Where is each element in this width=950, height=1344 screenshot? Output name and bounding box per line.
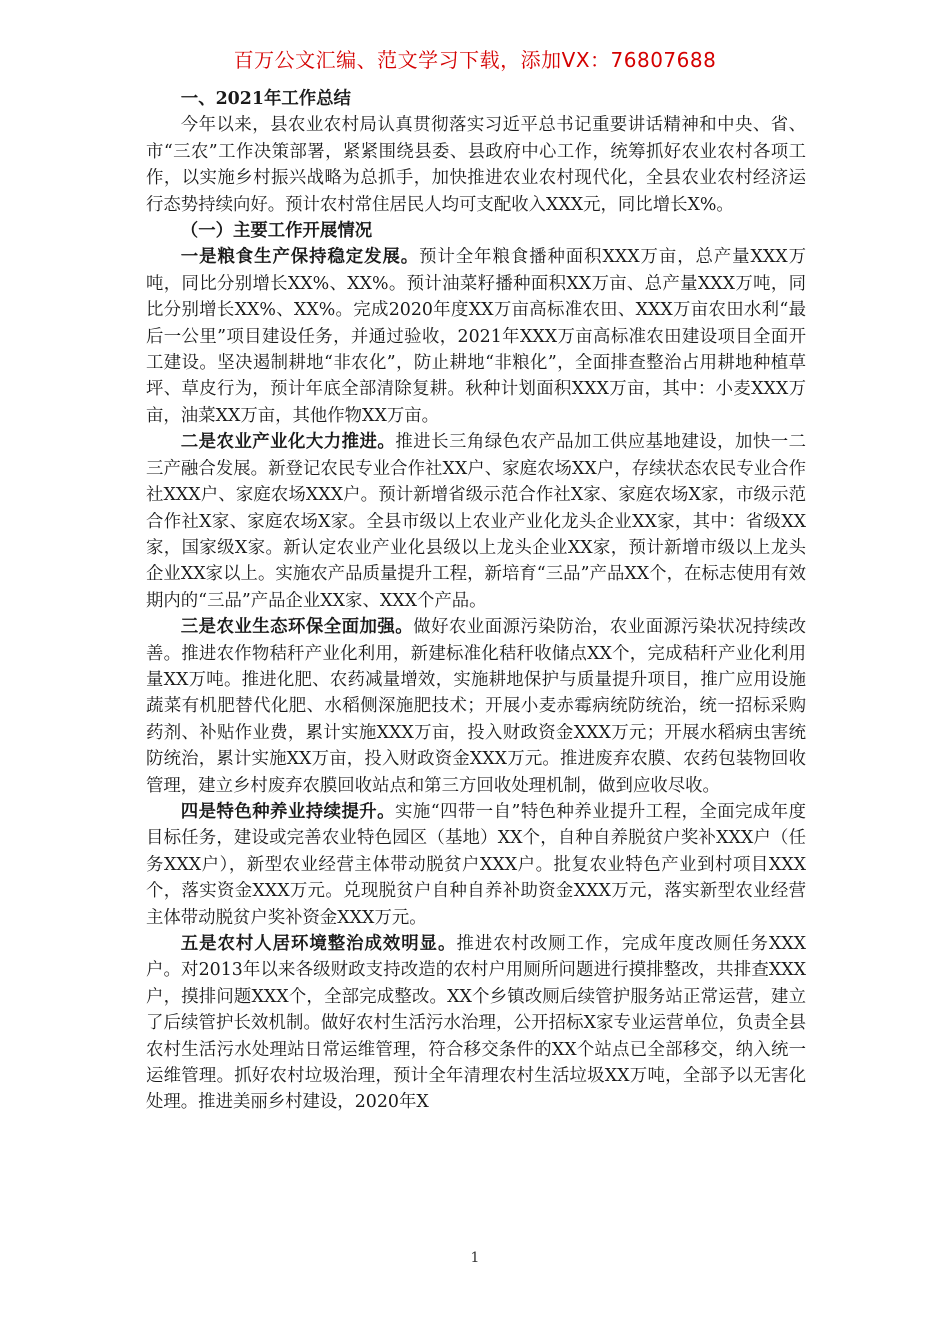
paragraph-text: 推进农村改厕工作，完成年度改厕任务XXX户。对2013年以来各级财政支持改造的农村户用厕所问题进行摸排整改，共排查XXX户，摸排问题XXX个，全部完成整改。XX个乡镇改厕后续管护服务站正常运营，建立了后续管护长效机制。做好农村生活污水治理，公开招标X家专业运营单位，负责全县农村生活污水处理站日常运维管理，符合移交条件的XX个站点已全部移交，纳入统一运维管理。抓好农村垃圾治理，预计全年清理农村生活垃圾XX万吨，全部予以无害化处理。推进美丽乡村建设，2020年X [146, 934, 806, 1113]
paragraph-industrialization [146, 429, 806, 614]
promo-banner: 百万公文汇编、范文学习下载，添加VX：76807688 [233, 48, 717, 72]
paragraph-title: 三是农业生态环保全面加强。 [180, 617, 414, 638]
paragraph-title: 四是特色种养业持续提升。 [180, 801, 396, 822]
paragraph-ecology [146, 614, 806, 799]
subsection-heading: （一）主要工作开展情况 [180, 221, 373, 242]
paragraph-text: 预计全年粮食播种面积XXX万亩，总产量XXX万吨，同比分别增长XX%、XX%。预计油菜籽播种面积XX万亩、总产量XXX万吨，同比分别增长XX%、XX%。完成2020年度XX万亩高标准农田、XXX万亩农田水利“最后一公里”项目建设任务，并通过验收，2021年XXX万亩高标准农田建设项目全面开工建设。坚决遏制耕地“非农化”，防止耕地“非粮化”，全面排查整治占用耕地种植草坪、草皮行为，预计年底全部清除复耕。秋种计划面积XXX万亩，其中：小麦XXX万亩，油菜XX万亩，其他作物XX万亩。 [146, 247, 806, 426]
paragraph-title: 五是农村人居环境整治成效明显。 [180, 934, 457, 954]
paragraph-text: 实施“四带一自”特色种养业提升工程，全面完成年度目标任务，建设或完善农业特色园区（基地）XX个，自种自养脱贫户奖补XXX户（任务XXX户），新型农业经营主体带动脱贫户XXX户。批复农业特色产业到村项目XXX个，落实资金XXX万元。兑现脱贫户自种自养补助资金XXX万元，落实新型农业经营主体带动脱贫户奖补资金XXX万元。 [146, 801, 806, 928]
paragraph-title: 一是粮食生产保持稳定发展。 [180, 247, 420, 268]
paragraph-living-environment [146, 931, 806, 1116]
intro-paragraph: 今年以来，县农业农村局认真贯彻落实习近平总书记重要讲话精神和中央、省、市“三农”工作决策部署，紧紧围绕县委、县政府中心工作，统筹抓好农业农村各项工作，以实施乡村振兴战略为总抓手，加快推进农业农村现代化，全县农业农村经济运行态势持续向好。预计农村常住居民人均可支配收入XXX元，同比增长X%。 [146, 115, 806, 215]
page-number: 1 [470, 1250, 480, 1266]
paragraph-text: 推进长三角绿色农产品加工供应基地建设，加快一二三产融合发展。新登记农民专业合作社XX户、家庭农场XX户，存续状态农民专业合作社XXX户、家庭农场XXX户。预计新增省级示范合作社X家、家庭农场X家，市级示范合作社X家、家庭农场X家。全县市级以上农业产业化龙头企业XX家，其中：省级XX家，国家级X家。新认定农业产业化县级以上龙头企业XX家，预计新增市级以上龙头企业XX家以上。实施农产品质量提升工程，新培育“三品”产品XX个，在标志使用有效期内的“三品”产品企业XX家、XXX个产品。 [146, 432, 806, 611]
paragraph-specialty-farming [146, 799, 806, 931]
paragraph-title: 二是农业产业化大力推进。 [180, 432, 396, 453]
section-heading: 一、2021年工作总结 [180, 89, 351, 109]
paragraph-text: 做好农业面源污染防治，农业面源污染状况持续改善。推进农作物秸秆产业化利用，新建标准化秸秆收储点XX个，完成秸秆产业化利用量XX万吨。推进化肥、农药减量增效，实施耕地保护与质量提升项目，推广应用设施蔬菜有机肥替代化肥、水稻侧深施肥技术；开展小麦赤霉病统防统治，统一招标采购药剂、补贴作业费，累计实施XXX万亩，投入财政资金XXX万元；开展水稻病虫害统防统治，累计实施XX万亩，投入财政资金XXX万元。推进废弃农膜、农药包装物回收管理，建立乡村废弃农膜回收站点和第三方回收处理机制，做到应收尽收。 [146, 617, 806, 796]
paragraph-grain-production [146, 244, 806, 429]
document-body [146, 86, 806, 1116]
